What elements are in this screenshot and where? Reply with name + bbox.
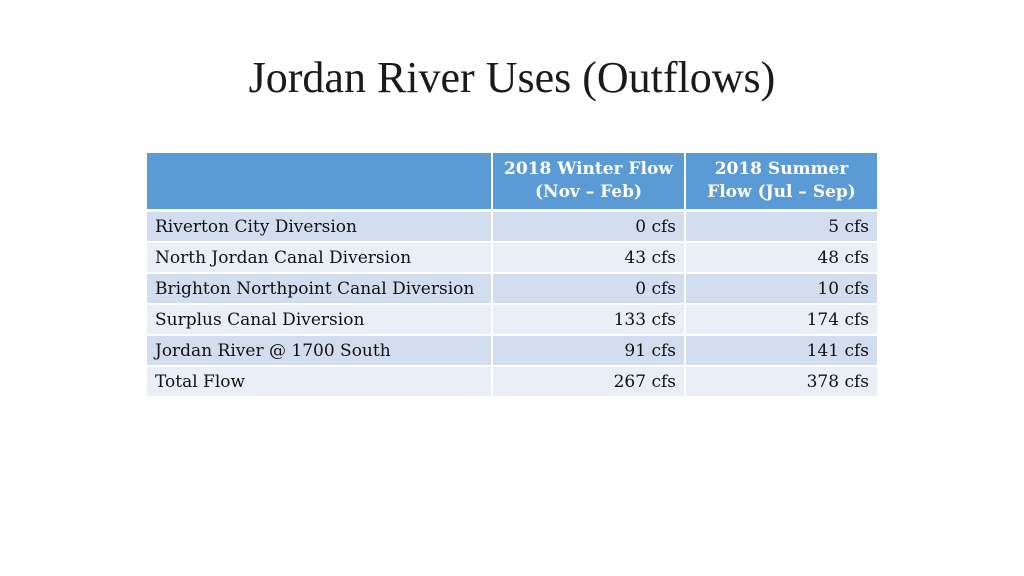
outflows-table (147, 153, 877, 398)
winter-flow-cell: 267 cfs (492, 366, 685, 397)
summer-flow-cell: 141 cfs (685, 335, 877, 366)
table-row (147, 273, 877, 304)
summer-flow-cell: 174 cfs (685, 304, 877, 335)
row-label: North Jordan Canal Diversion (147, 242, 492, 273)
winter-flow-cell: 133 cfs (492, 304, 685, 335)
table-row-total (147, 366, 877, 397)
table-header-row (147, 153, 877, 211)
table-row (147, 304, 877, 335)
header-summer-flow: 2018 Summer Flow (Jul – Sep) (685, 153, 877, 211)
summer-flow-cell: 10 cfs (685, 273, 877, 304)
row-label: Total Flow (147, 366, 492, 397)
winter-flow-cell: 0 cfs (492, 273, 685, 304)
table-row (147, 335, 877, 366)
slide-title: Jordan River Uses (Outflows) (248, 53, 776, 102)
summer-flow-cell: 5 cfs (685, 211, 877, 243)
winter-flow-cell: 43 cfs (492, 242, 685, 273)
summer-flow-cell: 378 cfs (685, 366, 877, 397)
header-use (147, 153, 492, 211)
winter-flow-cell: 0 cfs (492, 211, 685, 243)
row-label: Surplus Canal Diversion (147, 304, 492, 335)
header-winter-flow: 2018 Winter Flow (Nov – Feb) (492, 153, 685, 211)
row-label: Jordan River @ 1700 South (147, 335, 492, 366)
table-row (147, 242, 877, 273)
row-label: Brighton Northpoint Canal Diversion (147, 273, 492, 304)
table-row (147, 211, 877, 243)
row-label: Riverton City Diversion (147, 211, 492, 243)
summer-flow-cell: 48 cfs (685, 242, 877, 273)
winter-flow-cell: 91 cfs (492, 335, 685, 366)
